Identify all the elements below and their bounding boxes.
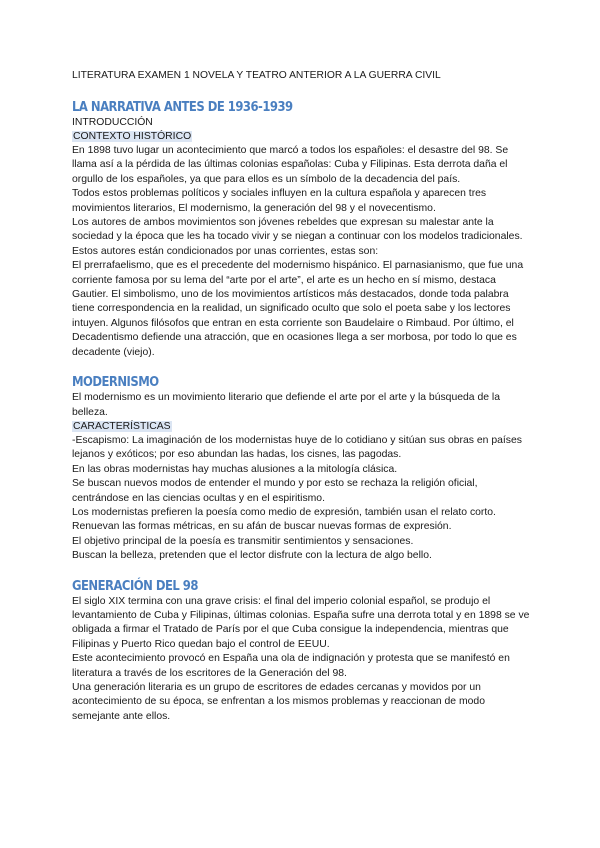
list-item: Renuevan las formas métricas, en su afán de buscar nuevas formas de expresión. <box>72 521 452 533</box>
paragraph: Este acontecimiento provocó en España una ola de indignación y protesta que se manifestó en literatura a través de los escritores de la Generación del 98. <box>72 653 510 679</box>
paragraph: El prerrafaelismo, que es el precedente del modernismo hispánico. El parnasianismo, que fue una corriente famosa por su lema del “arte por el arte”, el arte es un hecho en sí mismo, destaca Gautier. El simbolismo, uno de los movimientos artísticos más destacados, donde toda palabra tiene correspondencia en la realidad, un significado oculto que solo el poeta sabe y los lectores intuyen. Algunos filósofos que entran en esta corriente son Baudelaire o Rimbaud. Por último, el Decadentismo defiende una atracción, que en ocasiones llega a ser morbosa, por todo lo que es decadente (viejo). <box>72 260 524 358</box>
paragraph: Estos autores están condicionados por unas corrientes, estas son: <box>72 245 379 257</box>
subheading-introduccion: INTRODUCCIÓN <box>72 117 153 128</box>
list-item: Los modernistas prefieren la poesía como medio de expresión, también usan el relato corto. <box>72 506 496 518</box>
section-heading-narrativa: LA NARRATIVA ANTES DE 1936-1939 <box>72 99 293 115</box>
document-title: LITERATURA EXAMEN 1 NOVELA Y TEATRO ANTERIOR A LA GUERRA CIVIL <box>72 70 441 81</box>
paragraph: El modernismo es un movimiento literario que defiende el arte por el arte y la búsqueda de la belleza. <box>72 392 500 418</box>
document-page <box>72 70 532 724</box>
paragraph: El siglo XIX termina con una grave crisis: el final del imperio colonial español, se produjo el levantamiento de Cuba y Filipinas, últimas colonias. España sufre una derrota total y en 1898 se ve obligada a firmar el Tratado de París por el que Cuba consigue la independencia, mientras que Filipinas y Puerto Rico quedan bajo el control de EEUU. <box>72 595 530 650</box>
list-item: El objetivo principal de la poesía es transmitir sentimientos y sensaciones. <box>72 535 414 547</box>
list-item: -Escapismo: La imaginación de los modernistas huye de lo cotidiano y sitúan sus obras en países lejanos y exóticos; por eso abundan las hadas, los cisnes, las pagodas. <box>72 434 522 461</box>
section-heading-generacion-98: GENERACIÓN DEL 98 <box>72 577 198 594</box>
paragraph: En 1898 tuvo lugar un acontecimiento que marcó a todos los españoles: el desastre del 98. Se llama así a la pérdida de las últimas colonias españolas: Cuba y Filipinas. Esta derrota daña el orgullo de los españoles, ya que para ellos es un símbolo de la decadencia del país. <box>72 145 509 185</box>
paragraph: Una generación literaria es un grupo de escritores de edades cercanas y movidos por un acontecimiento de su época, se enfrentan a los mismos problemas y reaccionan de modo semejante ante ellos. <box>72 682 485 722</box>
paragraph: Todos estos problemas políticos y sociales influyen en la cultura española y aparecen tres movimientos literarios, El modernismo, la generación del 98 y el novecentismo. <box>72 188 487 214</box>
section-heading-modernismo: MODERNISMO <box>72 374 159 391</box>
list-item: Se buscan nuevos modos de entender el mundo y por esto se rechaza la religión oficial, centrándose en las ciencias ocultas y en el espiritismo. <box>72 478 478 504</box>
list-item: En las obras modernistas hay muchas alusiones a la mitología clásica. <box>72 463 398 475</box>
list-item: Buscan la belleza, pretenden que el lector disfrute con la lectura de algo bello. <box>72 550 432 562</box>
subheading-contexto-historico: CONTEXTO HISTÓRICO <box>73 131 192 142</box>
paragraph: Los autores de ambos movimientos son jóvenes rebeldes que expresan su malestar ante la sociedad y la época que les ha tocado vivir y se niegan a continuar con los modelos tradicionales. <box>72 217 523 243</box>
subheading-caracteristicas: CARACTERÍSTICAS <box>73 420 171 432</box>
